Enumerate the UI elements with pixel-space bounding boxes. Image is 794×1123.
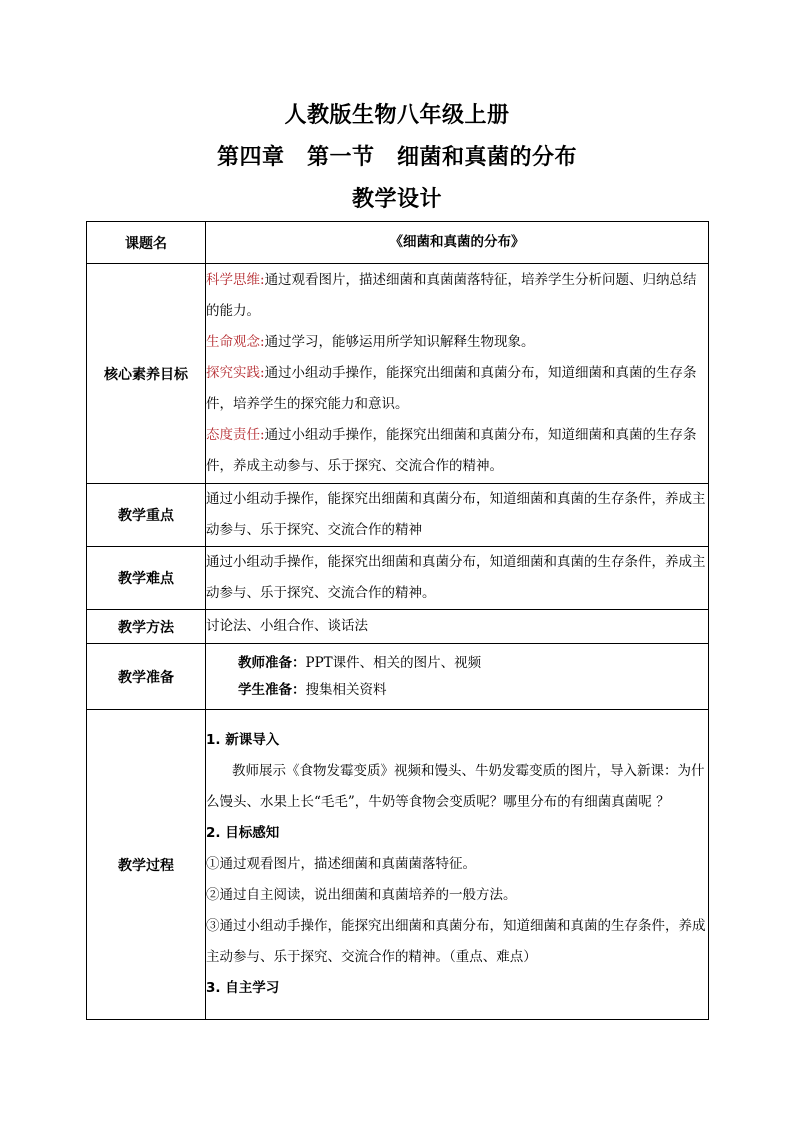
process-value bbox=[206, 710, 709, 1020]
teacher-prep-key: 教师准备： bbox=[238, 654, 306, 671]
teacher-prep-text: PPT课件、相关的图片、视频 bbox=[305, 654, 482, 671]
goal-item bbox=[206, 358, 708, 420]
core-label: 核心素养目标 bbox=[87, 264, 206, 484]
focus-value: 通过小组动手操作，能探究出细菌和真菌分布，知道细菌和真菌的生存条件，养成主动参与、乐于探究、交流合作的精神 bbox=[206, 484, 709, 547]
goal-text: 通过学习，能够运用所学知识解释生物现象。 bbox=[264, 334, 535, 350]
table-row bbox=[87, 264, 709, 484]
student-prep-text: 搜集相关资料 bbox=[305, 681, 387, 698]
goal-text: 通过小组动手操作，能探究出细菌和真菌分布，知道细菌和真菌的生存条件，养成主动参与、乐于探究、交流合作的精神。 bbox=[206, 427, 697, 474]
student-prep-key: 学生准备： bbox=[238, 681, 306, 698]
core-goals bbox=[206, 264, 709, 484]
difficulty-value: 通过小组动手操作，能探究出细菌和真菌分布，知道细菌和真菌的生存条件，养成主动参与、乐于探究、交流合作的精神。 bbox=[206, 547, 709, 610]
process-label: 教学过程 bbox=[87, 710, 206, 1020]
goal-key: 探究实践: bbox=[206, 365, 265, 381]
prep-label: 教学准备 bbox=[87, 644, 206, 710]
focus-label: 教学重点 bbox=[87, 484, 206, 547]
goal-line: ③通过小组动手操作，能探究出细菌和真菌分布，知道细菌和真菌的生存条件，养成主动参与、乐于探究、交流合作的精神。（重点、难点） bbox=[206, 918, 706, 965]
goal-line: ②通过自主阅读，说出细菌和真菌培养的一般方法。 bbox=[206, 887, 517, 903]
table-row bbox=[87, 484, 709, 547]
goal-key: 态度责任: bbox=[206, 427, 265, 443]
intro-paragraph: 教师展示《食物发霉变质》视频和馒头、牛奶发霉变质的图片，导入新课：为什么馒头、水果上长“毛毛”，牛奶等食物会变质呢？哪里分布的有细菌真菌呢 ？ bbox=[206, 763, 705, 810]
goal-item bbox=[206, 420, 708, 482]
section-heading: 2. 目标感知 bbox=[206, 825, 280, 841]
goal-text: 通过小组动手操作，能探究出细菌和真菌分布，知道细菌和真菌的生存条件，培养学生的探究能力和意识。 bbox=[206, 365, 697, 412]
goal-key: 生命观念: bbox=[206, 334, 265, 350]
goal-key: 科学思维: bbox=[206, 272, 265, 288]
goal-item bbox=[206, 265, 708, 327]
table-row bbox=[87, 222, 709, 264]
method-label: 教学方法 bbox=[87, 610, 206, 644]
student-prep bbox=[206, 677, 708, 704]
table-row bbox=[87, 547, 709, 610]
difficulty-label: 教学难点 bbox=[87, 547, 206, 610]
topic-label: 课题名 bbox=[87, 222, 206, 264]
design-title: 教学设计 bbox=[351, 187, 442, 212]
section-heading: 3. 自主学习 bbox=[206, 980, 280, 996]
document-header bbox=[0, 98, 794, 218]
goal-text: 通过观看图片，描述细菌和真菌菌落特征，培养学生分析问题、归纳总结的能力。 bbox=[206, 272, 697, 319]
goal-item bbox=[206, 327, 708, 358]
goal-line: ①通过观看图片，描述细菌和真菌菌落特征。 bbox=[206, 856, 476, 872]
table-row bbox=[87, 710, 709, 1020]
prep-value bbox=[206, 644, 709, 710]
table-row bbox=[87, 644, 709, 710]
topic-value: 《细菌和真菌的分布》 bbox=[206, 222, 709, 264]
table-row bbox=[87, 610, 709, 644]
teacher-prep bbox=[206, 650, 708, 677]
section-heading: 1. 新课导入 bbox=[206, 732, 280, 748]
method-value: 讨论法、小组合作、谈话法 bbox=[206, 610, 709, 644]
lesson-plan-table bbox=[86, 221, 709, 1020]
document-title: 人教版生物八年级上册 bbox=[284, 103, 510, 128]
chapter-title: 第四章 第一节 细菌和真菌的分布 bbox=[216, 145, 577, 170]
